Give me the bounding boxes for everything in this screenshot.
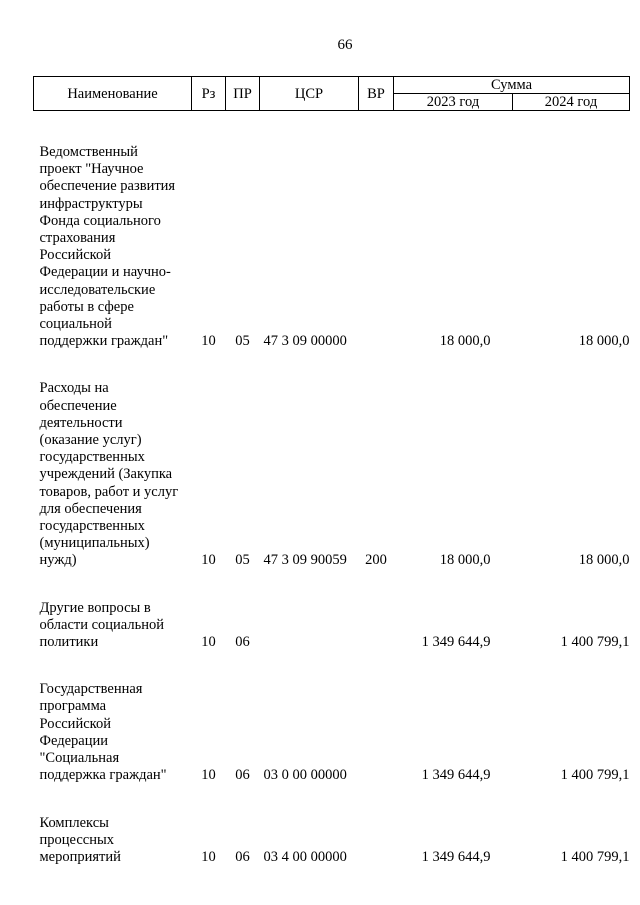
- row-vr: [359, 600, 394, 652]
- row-amount-2023: 1 349 644,9: [421, 848, 491, 865]
- row-csr: 47 3 09 90059: [263, 552, 347, 569]
- row-amount-2024: 1 400 799,1: [560, 634, 630, 651]
- row-name: Другие вопросы в области социальной политики: [39, 599, 164, 651]
- row-pr: 06: [235, 767, 250, 784]
- row-vr: [359, 144, 394, 350]
- header-pr: ПР: [226, 77, 260, 111]
- row-pr: 05: [235, 552, 250, 569]
- table-row: [34, 380, 630, 569]
- row-rz: 10: [201, 848, 216, 865]
- table-row: [34, 681, 630, 784]
- table-row: [34, 144, 630, 350]
- header-sum: Сумма: [394, 77, 630, 94]
- row-pr: 05: [235, 333, 250, 350]
- row-amount-2024: 18 000,0: [578, 333, 630, 350]
- row-amount-2024: 18 000,0: [578, 552, 630, 569]
- table-row: [34, 600, 630, 652]
- row-pr: 06: [235, 634, 250, 651]
- row-csr: [260, 600, 359, 652]
- page-number: 66: [337, 37, 353, 53]
- header-rz: Рз: [192, 77, 226, 111]
- header-year-2024: 2024 год: [513, 94, 630, 111]
- table-header: [34, 77, 630, 111]
- row-rz: 10: [201, 767, 216, 784]
- row-rz: 10: [201, 552, 216, 569]
- row-vr: [359, 815, 394, 867]
- row-amount-2023: 18 000,0: [439, 552, 491, 569]
- row-amount-2023: 18 000,0: [439, 333, 491, 350]
- row-csr: 47 3 09 00000: [263, 333, 347, 350]
- row-name: Комплексы процессных мероприятий: [39, 814, 121, 865]
- row-vr: 200: [365, 552, 387, 569]
- row-amount-2024: 1 400 799,1: [560, 848, 630, 865]
- row-amount-2023: 1 349 644,9: [421, 767, 491, 784]
- header-vr: ВР: [359, 77, 394, 111]
- header-year-2023: 2023 год: [394, 94, 513, 111]
- row-vr: [359, 681, 394, 784]
- budget-table: [33, 76, 630, 866]
- table-body: [34, 111, 630, 867]
- row-amount-2024: 1 400 799,1: [560, 767, 630, 784]
- header-name: Наименование: [34, 77, 192, 111]
- row-name: Ведомственный проект "Научное обеспечение развития инфраструктуры Фонда социального страхования Российской Федерации и научно- исследовательские работы в сфере социальной поддержки граждан": [39, 144, 176, 350]
- row-rz: 10: [201, 333, 216, 350]
- row-rz: 10: [201, 634, 216, 651]
- row-name: Расходы на обеспечение деятельности (оказание услуг) государственных учреждений (Закупка товаров, работ и услуг для обеспечения государственных (муниципальных) нужд): [39, 380, 179, 569]
- row-amount-2023: 1 349 644,9: [421, 634, 491, 651]
- row-csr: 03 0 00 00000: [263, 767, 347, 784]
- row-csr: 03 4 00 00000: [263, 848, 347, 865]
- row-pr: 06: [235, 848, 250, 865]
- row-name: Государственная программа Российской Федерации "Социальная поддержка граждан": [39, 681, 167, 784]
- table-row: [34, 815, 630, 867]
- header-csr: ЦСР: [260, 77, 359, 111]
